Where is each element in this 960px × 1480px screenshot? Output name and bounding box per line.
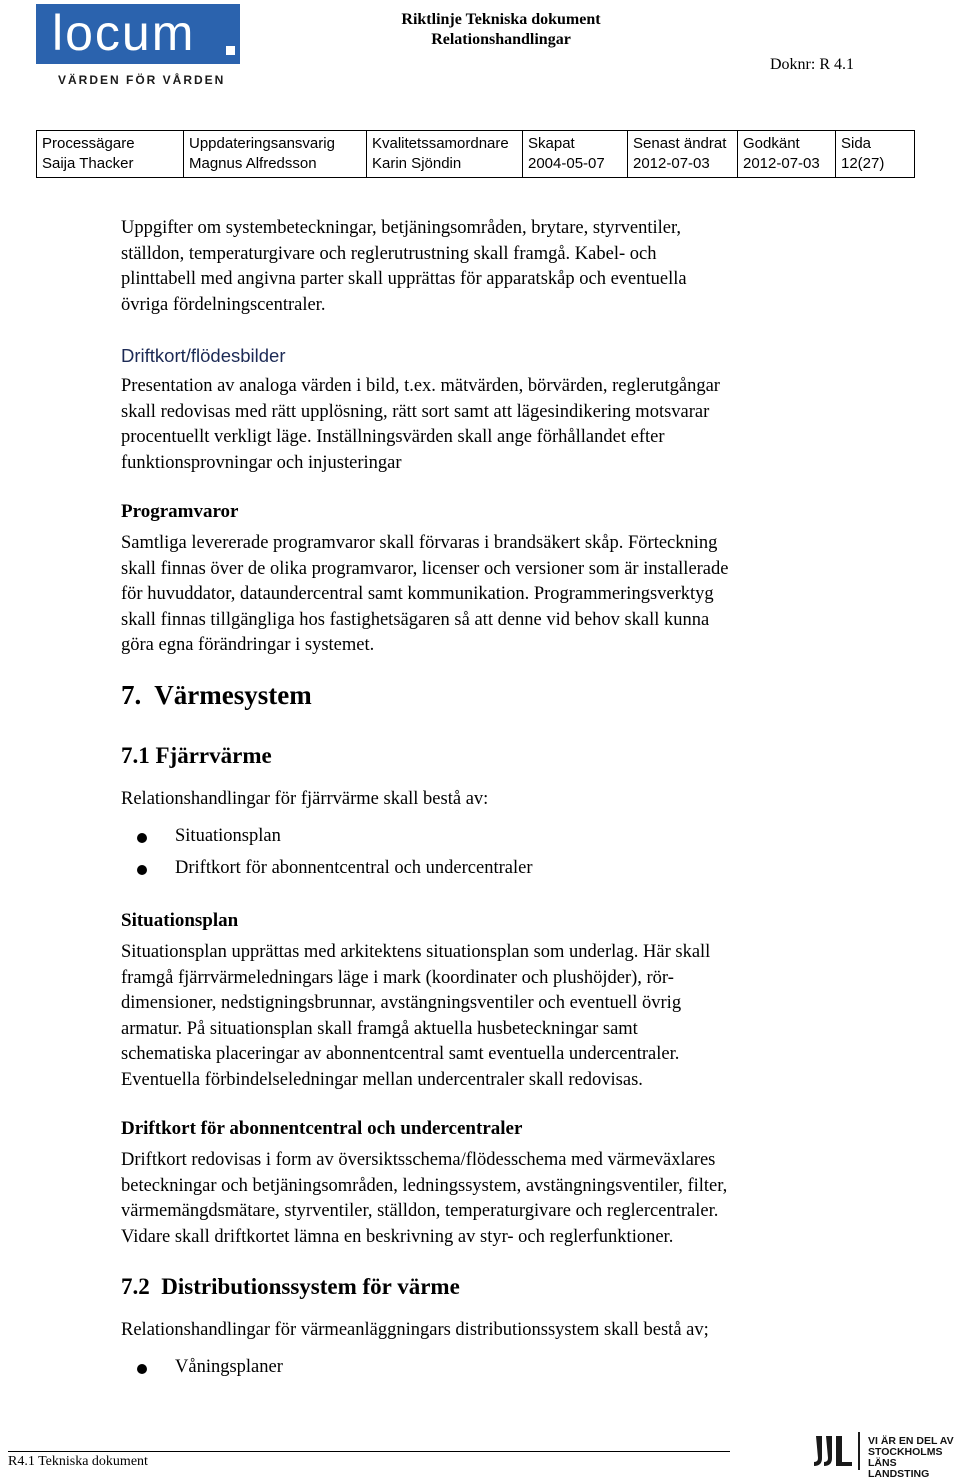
intro-paragraph: Uppgifter om systembeteckningar, betjäningsområden, brytare, styrventiler, ställdon, temperaturgivare och reglerutrustning skall framgå. Kabel- och plinttabell med angivna parter skall upprättas för apparatskåp och eventuella övriga fördelningscentraler. xyxy=(121,218,687,315)
list-item: Situationsplan xyxy=(175,826,281,846)
programvaror-paragraph: Samtliga levererade programvaror skall förvaras i brandsäkert skåp. Förteckning skall finnas över de olika programvaror, licenser och versioner som är installerade för huvuddator, dataundercentral samt kommunikation. Programmeringsverktyg skall finnas tillgängliga hos fastighetsägaren så att denne vid behov skall kunna göra egna förändringar i systemet. xyxy=(121,533,729,655)
meta-cell-kvalitetssamordnare: Kvalitetssamordnare Karin Sjöndin xyxy=(367,131,523,178)
heading-section-7-2: 7.2 Distributionssystem för värme xyxy=(121,1274,460,1299)
logo-tagline: VÄRDEN FÖR VÅRDEN xyxy=(58,73,226,87)
sll-tagline-2: STOCKHOLMS xyxy=(868,1446,943,1458)
document-title xyxy=(300,10,702,50)
heading-driftkort-abonnentcentral: Driftkort för abonnentcentral och undercentraler xyxy=(121,1118,523,1139)
heading-driftkort-flodesbilder: Driftkort/flödesbilder xyxy=(121,345,286,366)
heading-section-7-1: 7.1 Fjärrvärme xyxy=(121,743,272,768)
sll-tagline-1: VI ÄR EN DEL AV xyxy=(868,1435,954,1447)
meta-cell-uppdateringsansvarig: Uppdateringsansvarig Magnus Alfredsson xyxy=(184,131,367,178)
meta-cell-senast-andrat: Senast ändrat 2012-07-03 xyxy=(628,131,738,178)
heading-section-7: 7. Värmesystem xyxy=(121,680,312,710)
meta-cell-godkant: Godkänt 2012-07-03 xyxy=(738,131,836,178)
section-7-2-intro: Relationshandlingar för värmeanläggningars distributionssystem skall bestå av; xyxy=(121,1320,709,1340)
heading-programvaror: Programvaror xyxy=(121,501,239,522)
bullet-icon xyxy=(137,865,147,875)
driftkort-abonnentcentral-paragraph: Driftkort redovisas i form av översiktsschema/flödesschema med värmeväxlares beteckningar och betjäningsområden, ledningssystem, avstängningsventiler, filter, värmemängdsmätare, styrventiler, ställdon, temperaturgivare och reglercentraler. Vidare skall driftkortet lämna en beskrivning av styr- och reglerfunktioner. xyxy=(121,1150,728,1247)
locum-logo-text: locum xyxy=(52,5,196,61)
sll-tagline-3: LÄNS LANDSTING xyxy=(868,1457,930,1480)
bullet-icon xyxy=(137,1364,147,1374)
list-item: Våningsplaner xyxy=(175,1357,283,1377)
footer-doc-label: R4.1 Tekniska dokument xyxy=(8,1454,148,1469)
meta-cell-processagare: Processägare Saija Thacker xyxy=(37,131,184,178)
section-7-1-intro: Relationshandlingar för fjärrvärme skall bestå av: xyxy=(121,789,489,809)
document-meta-table xyxy=(36,130,915,178)
list-item: Driftkort för abonnentcentral och undercentraler xyxy=(175,858,533,878)
heading-situationsplan: Situationsplan xyxy=(121,910,239,931)
meta-table-row xyxy=(37,131,915,178)
bullet-icon xyxy=(137,833,147,843)
meta-cell-skapat: Skapat 2004-05-07 xyxy=(523,131,628,178)
document-title-line2: Relationshandlingar xyxy=(431,31,571,48)
document-title-line1: Riktlinje Tekniska dokument xyxy=(401,11,601,28)
driftkort-paragraph: Presentation av analoga värden i bild, t.ex. mätvärden, börvärden, reglerutgångar skall redovisas med rätt upplösning, rätt sort samt att lägesindikering motsvarar procentuellt verkligt läge. Inställningsvärden skall ange förhållandet efter funktionsprovningar och injusteringar xyxy=(121,376,720,473)
sll-logo-icon xyxy=(812,1434,854,1470)
meta-cell-sida: Sida 12(27) xyxy=(836,131,915,178)
situationsplan-paragraph: Situationsplan upprättas med arkitektens situationsplan som underlag. Här skall framgå fjärrvärmeledningars läge i mark (koordinater och plushöjder), rör- dimensioner, nedstigningsbrunnar, avstängningsventiler och eventuell övrig armatur. På situationsplan skall framgå aktuella husbeteckningar samt schematiska placeringar av abonnentcentral samt eventuella undercentraler. Eventuella förbindelseledningar mellan undercentraler skall redovisas. xyxy=(121,942,711,1090)
sll-logo-divider xyxy=(858,1432,860,1470)
footer-divider xyxy=(8,1451,730,1452)
document-number: Doknr: R 4.1 xyxy=(770,56,854,73)
locum-logo-dot xyxy=(226,46,235,55)
